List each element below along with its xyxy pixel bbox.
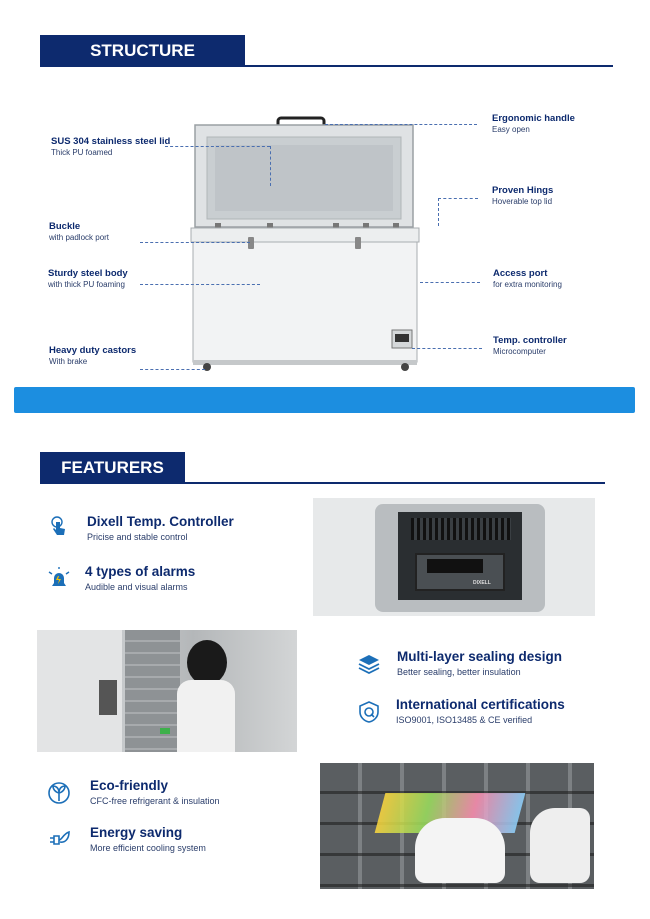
callout-lid-leader — [165, 146, 270, 147]
callout-castors-leader — [140, 369, 205, 370]
callout-castors-sub: With brake — [49, 357, 88, 367]
callout-buckle-sub: with padlock port — [49, 233, 110, 243]
callout-access-port — [493, 268, 562, 291]
feature-eco-title: Eco-friendly — [90, 778, 169, 793]
controller-panel-photo — [313, 498, 595, 616]
callout-handle-leader — [325, 124, 477, 125]
callout-handle-sub: Easy open — [492, 125, 530, 135]
feature-eco — [90, 778, 220, 806]
features-heading-rule — [185, 482, 605, 484]
feature-sealing — [397, 649, 562, 677]
callout-body-title: Sturdy steel body — [48, 268, 128, 279]
feature-alarms — [85, 564, 195, 592]
callout-body — [48, 268, 128, 291]
chest-freezer-illustration — [185, 115, 425, 375]
callout-controller-leader — [412, 348, 482, 349]
callout-hinges — [492, 185, 553, 208]
feature-energy-sub: More efficient cooling system — [90, 843, 206, 853]
callout-castors — [49, 345, 136, 368]
features-heading-banner — [40, 452, 185, 484]
callout-handle — [492, 113, 575, 136]
feature-sealing-title: Multi-layer sealing design — [397, 649, 563, 664]
callout-lid-sub: Thick PU foamed — [51, 148, 113, 158]
callout-hinges-leader-down — [438, 198, 439, 226]
callout-body-leader — [140, 284, 260, 285]
callout-hinges-title: Proven Hings — [492, 185, 554, 196]
callout-controller-sub: Microcomputer — [493, 347, 546, 357]
features-heading: FEATURERS — [61, 458, 164, 477]
structure-heading-banner — [40, 35, 245, 67]
feature-certifications-title: International certifications — [396, 697, 565, 712]
feature-certifications — [396, 697, 565, 725]
lab-worker-photo — [37, 630, 297, 752]
callout-access-port-leader — [420, 282, 480, 283]
callout-controller-title: Temp. controller — [493, 335, 567, 346]
sample-rack-photo — [320, 763, 594, 889]
plug-leaf-icon — [47, 828, 71, 852]
callout-buckle — [49, 221, 109, 244]
feature-energy-title: Energy saving — [90, 825, 183, 840]
touch-hand-icon — [47, 515, 71, 539]
callout-buckle-title: Buckle — [49, 221, 81, 232]
feature-dixell-sub: Pricise and stable control — [87, 532, 188, 542]
callout-lid — [51, 136, 170, 159]
callout-access-port-sub: for extra monitoring — [493, 280, 562, 290]
feature-energy — [90, 825, 206, 853]
shield-q-icon — [357, 700, 381, 724]
callout-controller — [493, 335, 567, 358]
callout-lid-title: SUS 304 stainless steel lid — [51, 136, 171, 147]
section-divider-bar — [14, 387, 635, 413]
callout-lid-leader-down — [270, 146, 271, 186]
leaf-icon — [47, 781, 71, 805]
callout-access-port-title: Access port — [493, 268, 548, 279]
feature-alarms-title: 4 types of alarms — [85, 564, 196, 579]
feature-certifications-sub: ISO9001, ISO13485 & CE verified — [396, 715, 533, 725]
structure-heading: STRUCTURE — [90, 41, 195, 60]
feature-sealing-sub: Better sealing, better insulation — [397, 667, 521, 677]
layers-icon — [357, 652, 381, 676]
callout-body-sub: with thick PU foaming — [48, 280, 125, 290]
structure-heading-rule — [245, 65, 613, 67]
feature-dixell-title: Dixell Temp. Controller — [87, 514, 234, 529]
callout-buckle-leader — [140, 242, 250, 243]
callout-castors-title: Heavy duty castors — [49, 345, 137, 356]
feature-dixell — [87, 514, 234, 542]
callout-handle-title: Ergonomic handle — [492, 113, 575, 124]
callout-hinges-leader — [438, 198, 478, 199]
alarm-bell-icon — [47, 566, 71, 590]
feature-alarms-sub: Audible and visual alarms — [85, 582, 188, 592]
feature-eco-sub: CFC-free refrigerant & insulation — [90, 796, 220, 806]
controller-brand-label: DIXELL — [473, 580, 491, 586]
callout-hinges-sub: Hoverable top lid — [492, 197, 553, 207]
